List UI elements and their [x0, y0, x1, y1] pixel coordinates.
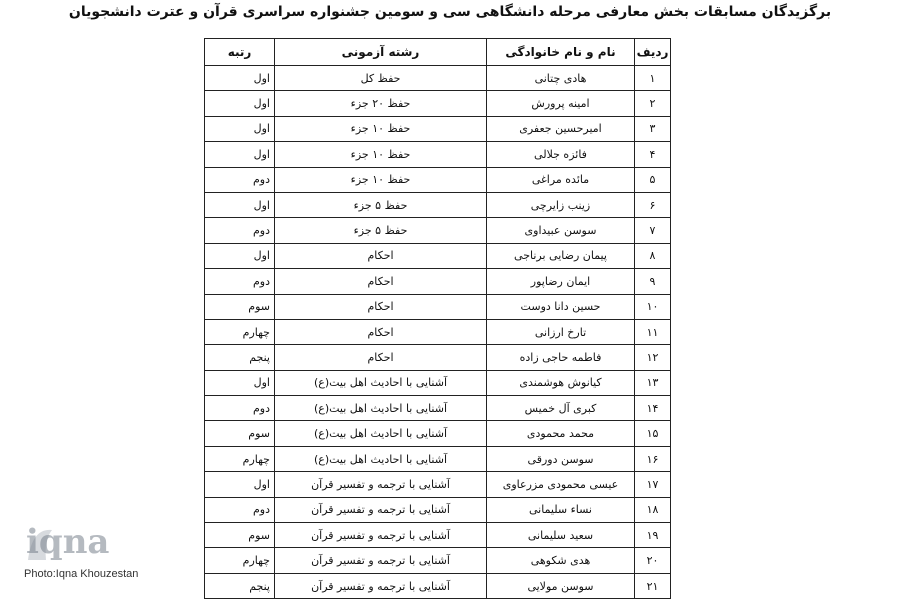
cell-num: ۱۱	[635, 319, 671, 344]
cell-name: فاطمه حاجی زاده	[487, 345, 635, 370]
cell-num: ۱۳	[635, 370, 671, 395]
table-row	[205, 218, 671, 243]
cell-num: ۲۱	[635, 573, 671, 598]
table-row	[205, 269, 671, 294]
cell-num: ۸	[635, 243, 671, 268]
cell-num: ۲	[635, 91, 671, 116]
cell-num: ۶	[635, 192, 671, 217]
cell-rank: اول	[205, 142, 275, 167]
table-row	[205, 446, 671, 471]
cell-field: احکام	[275, 243, 487, 268]
header-num: ردیف	[635, 39, 671, 66]
cell-field: آشنایی با ترجمه و تفسیر قرآن	[275, 472, 487, 497]
table-row	[205, 421, 671, 446]
cell-name: محمد محمودی	[487, 421, 635, 446]
table-row	[205, 142, 671, 167]
cell-field: حفظ ۱۰ جزء	[275, 167, 487, 192]
cell-field: حفظ ۱۰ جزء	[275, 142, 487, 167]
cell-field: آشنایی با ترجمه و تفسیر قرآن	[275, 548, 487, 573]
cell-field: احکام	[275, 294, 487, 319]
cell-field: احکام	[275, 345, 487, 370]
cell-num: ۱۵	[635, 421, 671, 446]
cell-rank: پنجم	[205, 573, 275, 598]
cell-field: آشنایی با احادیث اهل بیت(ع)	[275, 396, 487, 421]
table-body	[205, 66, 671, 599]
table-row	[205, 472, 671, 497]
cell-name: زینب زایرچی	[487, 192, 635, 217]
cell-rank: سوم	[205, 523, 275, 548]
cell-rank: اول	[205, 243, 275, 268]
cell-rank: اول	[205, 370, 275, 395]
cell-name: سوسن عبیداوی	[487, 218, 635, 243]
cell-field: حفظ ۵ جزء	[275, 192, 487, 217]
cell-name: عیسی محمودی مزرعاوی	[487, 472, 635, 497]
cell-rank: سوم	[205, 421, 275, 446]
cell-rank: چهارم	[205, 319, 275, 344]
cell-num: ۵	[635, 167, 671, 192]
cell-num: ۱۹	[635, 523, 671, 548]
cell-num: ۱	[635, 66, 671, 91]
table-row	[205, 91, 671, 116]
iqna-logo-text: iqna	[26, 522, 110, 562]
table-row	[205, 523, 671, 548]
table-row	[205, 573, 671, 598]
cell-rank: اول	[205, 91, 275, 116]
cell-field: آشنایی با احادیث اهل بیت(ع)	[275, 446, 487, 471]
cell-rank: سوم	[205, 294, 275, 319]
cell-field: حفظ کل	[275, 66, 487, 91]
cell-field: احکام	[275, 319, 487, 344]
table-row	[205, 243, 671, 268]
cell-name: کیانوش هوشمندی	[487, 370, 635, 395]
cell-name: امیرحسین جعفری	[487, 116, 635, 141]
table-row	[205, 66, 671, 91]
cell-num: ۷	[635, 218, 671, 243]
table-row	[205, 548, 671, 573]
table-header-row	[205, 39, 671, 66]
table-row	[205, 497, 671, 522]
cell-field: احکام	[275, 269, 487, 294]
table-row	[205, 192, 671, 217]
header-rank: رتبه	[205, 39, 275, 66]
cell-rank: دوم	[205, 497, 275, 522]
cell-name: حسین دانا دوست	[487, 294, 635, 319]
cell-field: حفظ ۵ جزء	[275, 218, 487, 243]
cell-field: آشنایی با ترجمه و تفسیر قرآن	[275, 523, 487, 548]
cell-field: آشنایی با ترجمه و تفسیر قرآن	[275, 497, 487, 522]
winners-table-container	[204, 38, 670, 599]
photo-credit: Photo:Iqna Khouzestan	[24, 568, 139, 580]
page-title: برگزیدگان مسابقات بخش معارفی مرحله دانشگاهی سی و سومین جشنواره سراسری قرآن و عترت دانشجویان	[68, 4, 832, 20]
cell-num: ۱۲	[635, 345, 671, 370]
winners-table	[204, 38, 671, 599]
cell-rank: دوم	[205, 167, 275, 192]
cell-num: ۳	[635, 116, 671, 141]
cell-rank: پنجم	[205, 345, 275, 370]
cell-name: سعید سلیمانی	[487, 523, 635, 548]
cell-name: فائزه جلالی	[487, 142, 635, 167]
cell-field: آشنایی با احادیث اهل بیت(ع)	[275, 421, 487, 446]
cell-field: حفظ ۱۰ جزء	[275, 116, 487, 141]
cell-name: امینه پرورش	[487, 91, 635, 116]
cell-name: هادی چتانی	[487, 66, 635, 91]
cell-rank: چهارم	[205, 446, 275, 471]
cell-rank: اول	[205, 116, 275, 141]
cell-rank: دوم	[205, 218, 275, 243]
table-row	[205, 167, 671, 192]
table-row	[205, 116, 671, 141]
cell-rank: چهارم	[205, 548, 275, 573]
cell-field: آشنایی با احادیث اهل بیت(ع)	[275, 370, 487, 395]
table-row	[205, 345, 671, 370]
cell-num: ۱۸	[635, 497, 671, 522]
cell-num: ۱۴	[635, 396, 671, 421]
table-row	[205, 319, 671, 344]
cell-num: ۱۶	[635, 446, 671, 471]
header-name: نام و نام خانوادگی	[487, 39, 635, 66]
cell-name: پیمان رضایی برناجی	[487, 243, 635, 268]
table-row	[205, 370, 671, 395]
cell-rank: اول	[205, 472, 275, 497]
cell-name: کبری آل خمیس	[487, 396, 635, 421]
cell-name: ایمان رضاپور	[487, 269, 635, 294]
table-row	[205, 396, 671, 421]
cell-name: سوسن دورقی	[487, 446, 635, 471]
cell-num: ۱۰	[635, 294, 671, 319]
cell-name: هدی شکوهی	[487, 548, 635, 573]
cell-num: ۴	[635, 142, 671, 167]
cell-num: ۱۷	[635, 472, 671, 497]
cell-rank: دوم	[205, 269, 275, 294]
cell-name: سوسن مولایی	[487, 573, 635, 598]
header-field: رشته آزمونی	[275, 39, 487, 66]
cell-name: تارخ ارزانی	[487, 319, 635, 344]
table-row	[205, 294, 671, 319]
cell-name: مائده مراغی	[487, 167, 635, 192]
cell-name: نساء سلیمانی	[487, 497, 635, 522]
cell-field: آشنایی با ترجمه و تفسیر قرآن	[275, 573, 487, 598]
cell-num: ۹	[635, 269, 671, 294]
cell-rank: اول	[205, 66, 275, 91]
cell-rank: اول	[205, 192, 275, 217]
cell-field: حفظ ۲۰ جزء	[275, 91, 487, 116]
cell-num: ۲۰	[635, 548, 671, 573]
cell-rank: دوم	[205, 396, 275, 421]
